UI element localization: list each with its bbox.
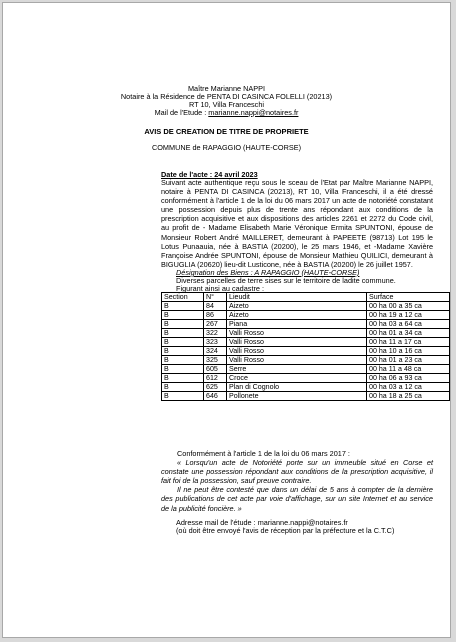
cell-lieudit: Valli Rosso — [227, 347, 367, 356]
cell-number: 325 — [204, 356, 227, 365]
cell-surface: 00 ha 03 a 64 ca — [367, 320, 450, 329]
receipt-note: (où doit être envoyé l'avis de réception par la préfecture et la C.T.C) — [176, 526, 395, 535]
table-row — [162, 383, 450, 392]
cell-surface: 00 ha 03 a 12 ca — [367, 383, 450, 392]
parcelles-line: Diverses parcelles de terre sises sur le territoire de ladite commune. — [176, 276, 396, 285]
notary-residence: Notaire à la Résidence de PENTA DI CASINCA FOLELLI (20213) — [120, 92, 333, 101]
cell-surface: 00 ha 11 a 17 ca — [367, 338, 450, 347]
body-paragraph: Suivant acte authentique reçu sous le sceau de l'Etat par Maître Marianne NAPPI, notaire à PENTA DI CASINCA (20213), RT 10, Villa Franceschi, il a été dressé conformément à l'article 1 de la loi du 06 mars 2017 un acte de notoriété constatant une possession depuis plus de trente ans répondant aux conditions de la prescription acquisitive et aux dispositions des articles 2261 et 2272 du Code civil, au profit de - Madame Elisabeth Marie Véronique Ermita SPUNTONI, épouse de Monsieur Robert André MAILLERET, demeurant à PAPEETE (98713) Lot 195 le Lotus Punaauia, née à BASTIA (20200), le 25 mars 1946, et -Madame Xavière Françoise Andrée SPUNTONI, épouse de Monsieur Mathieu QUILICI, demeurant à BIGUGLIA (20620) lieu-dit Lusticone, née à BASTIA (20200) le 26 juillet 1957. — [161, 178, 433, 269]
table-row — [162, 392, 450, 401]
cell-section: B — [162, 374, 204, 383]
cell-number: 646 — [204, 392, 227, 401]
cell-surface: 00 ha 10 a 16 ca — [367, 347, 450, 356]
cell-lieudit: Valli Rosso — [227, 329, 367, 338]
cell-number: 322 — [204, 329, 227, 338]
table-row — [162, 320, 450, 329]
cell-section: B — [162, 320, 204, 329]
cell-lieudit: Piana — [227, 320, 367, 329]
cell-lieudit: Valli Rosso — [227, 356, 367, 365]
table-row — [162, 302, 450, 311]
quote-paragraph-2: Il ne peut être contesté que dans un délai de 5 ans à compter de la dernière des publications de cet acte par voie d'affichage, sur un site Internet et au service de la publicité foncière. » — [161, 485, 433, 513]
cell-lieudit: Plan di Cognolo — [227, 383, 367, 392]
header-lieudit: Lieudit — [227, 293, 367, 302]
cell-section: B — [162, 383, 204, 392]
quote-paragraph-1: « Lorsqu'un acte de Notoriété porte sur un immeuble situé en Corse et constate une possession répondant aux conditions de la prescription acquisitive, il fait foi de la possession, sauf preuve contraire. — [161, 458, 433, 486]
cell-lieudit: Pollonete — [227, 392, 367, 401]
study-mail-line: Adresse mail de l'étude : marianne.nappi@notaires.fr — [176, 518, 348, 527]
act-date: Date de l'acte : 24 avril 2023 — [161, 170, 258, 179]
cell-surface: 00 ha 01 a 23 ca — [367, 356, 450, 365]
notary-address: RT 10, Villa Franceschi — [188, 100, 265, 109]
cadastre-line: Figurant ainsi au cadastre : — [176, 284, 265, 293]
notary-name: Maître Marianne NAPPI — [187, 84, 266, 93]
cell-section: B — [162, 311, 204, 320]
cell-number: 267 — [204, 320, 227, 329]
cell-lieudit: Serre — [227, 365, 367, 374]
cell-lieudit: Croce — [227, 374, 367, 383]
cell-section: B — [162, 338, 204, 347]
cell-number: 86 — [204, 311, 227, 320]
table-row — [162, 356, 450, 365]
legal-notice — [161, 449, 433, 513]
cell-number: 625 — [204, 383, 227, 392]
body-text — [161, 178, 433, 269]
header-section: Section — [162, 293, 204, 302]
cell-number: 612 — [204, 374, 227, 383]
table-row — [162, 365, 450, 374]
cell-section: B — [162, 347, 204, 356]
cell-number: 605 — [204, 365, 227, 374]
cell-surface: 00 ha 01 a 34 ca — [367, 329, 450, 338]
document-title: AVIS DE CREATION DE TITRE DE PROPRIETE — [144, 127, 309, 136]
table-row — [162, 374, 450, 383]
document-page — [2, 2, 451, 638]
cell-surface: 00 ha 06 a 93 ca — [367, 374, 450, 383]
cell-surface: 00 ha 11 a 48 ca — [367, 365, 450, 374]
table-row — [162, 347, 450, 356]
mail-link[interactable]: marianne.nappi@notaires.fr — [208, 108, 299, 117]
cell-number: 324 — [204, 347, 227, 356]
table-header-row — [162, 293, 450, 302]
cell-lieudit: Aizeto — [227, 311, 367, 320]
header-surface: Surface — [367, 293, 450, 302]
cell-section: B — [162, 302, 204, 311]
mail-label: Mail de l'Etude : — [154, 108, 209, 117]
cell-section: B — [162, 392, 204, 401]
cadastre-table — [161, 292, 450, 401]
conformement-line: Conformément à l'article 1 de la loi du 06 mars 2017 : — [177, 449, 350, 458]
cell-section: B — [162, 365, 204, 374]
cell-lieudit: Valli Rosso — [227, 338, 367, 347]
cell-lieudit: Aizeto — [227, 302, 367, 311]
header-number: N° — [204, 293, 227, 302]
cell-number: 84 — [204, 302, 227, 311]
cell-surface: 00 ha 19 a 12 ca — [367, 311, 450, 320]
cell-surface: 00 ha 18 a 25 ca — [367, 392, 450, 401]
commune-line: COMMUNE de RAPAGGIO (HAUTE-CORSE) — [151, 143, 302, 152]
notary-mail-line — [3, 108, 450, 117]
cell-section: B — [162, 329, 204, 338]
designation-heading: Désignation des Biens : A RAPAGGIO (HAUTE-CORSE) — [176, 268, 360, 277]
cell-number: 323 — [204, 338, 227, 347]
cell-section: B — [162, 356, 204, 365]
table-row — [162, 311, 450, 320]
table-row — [162, 338, 450, 347]
cell-surface: 00 ha 00 a 35 ca — [367, 302, 450, 311]
table-row — [162, 329, 450, 338]
